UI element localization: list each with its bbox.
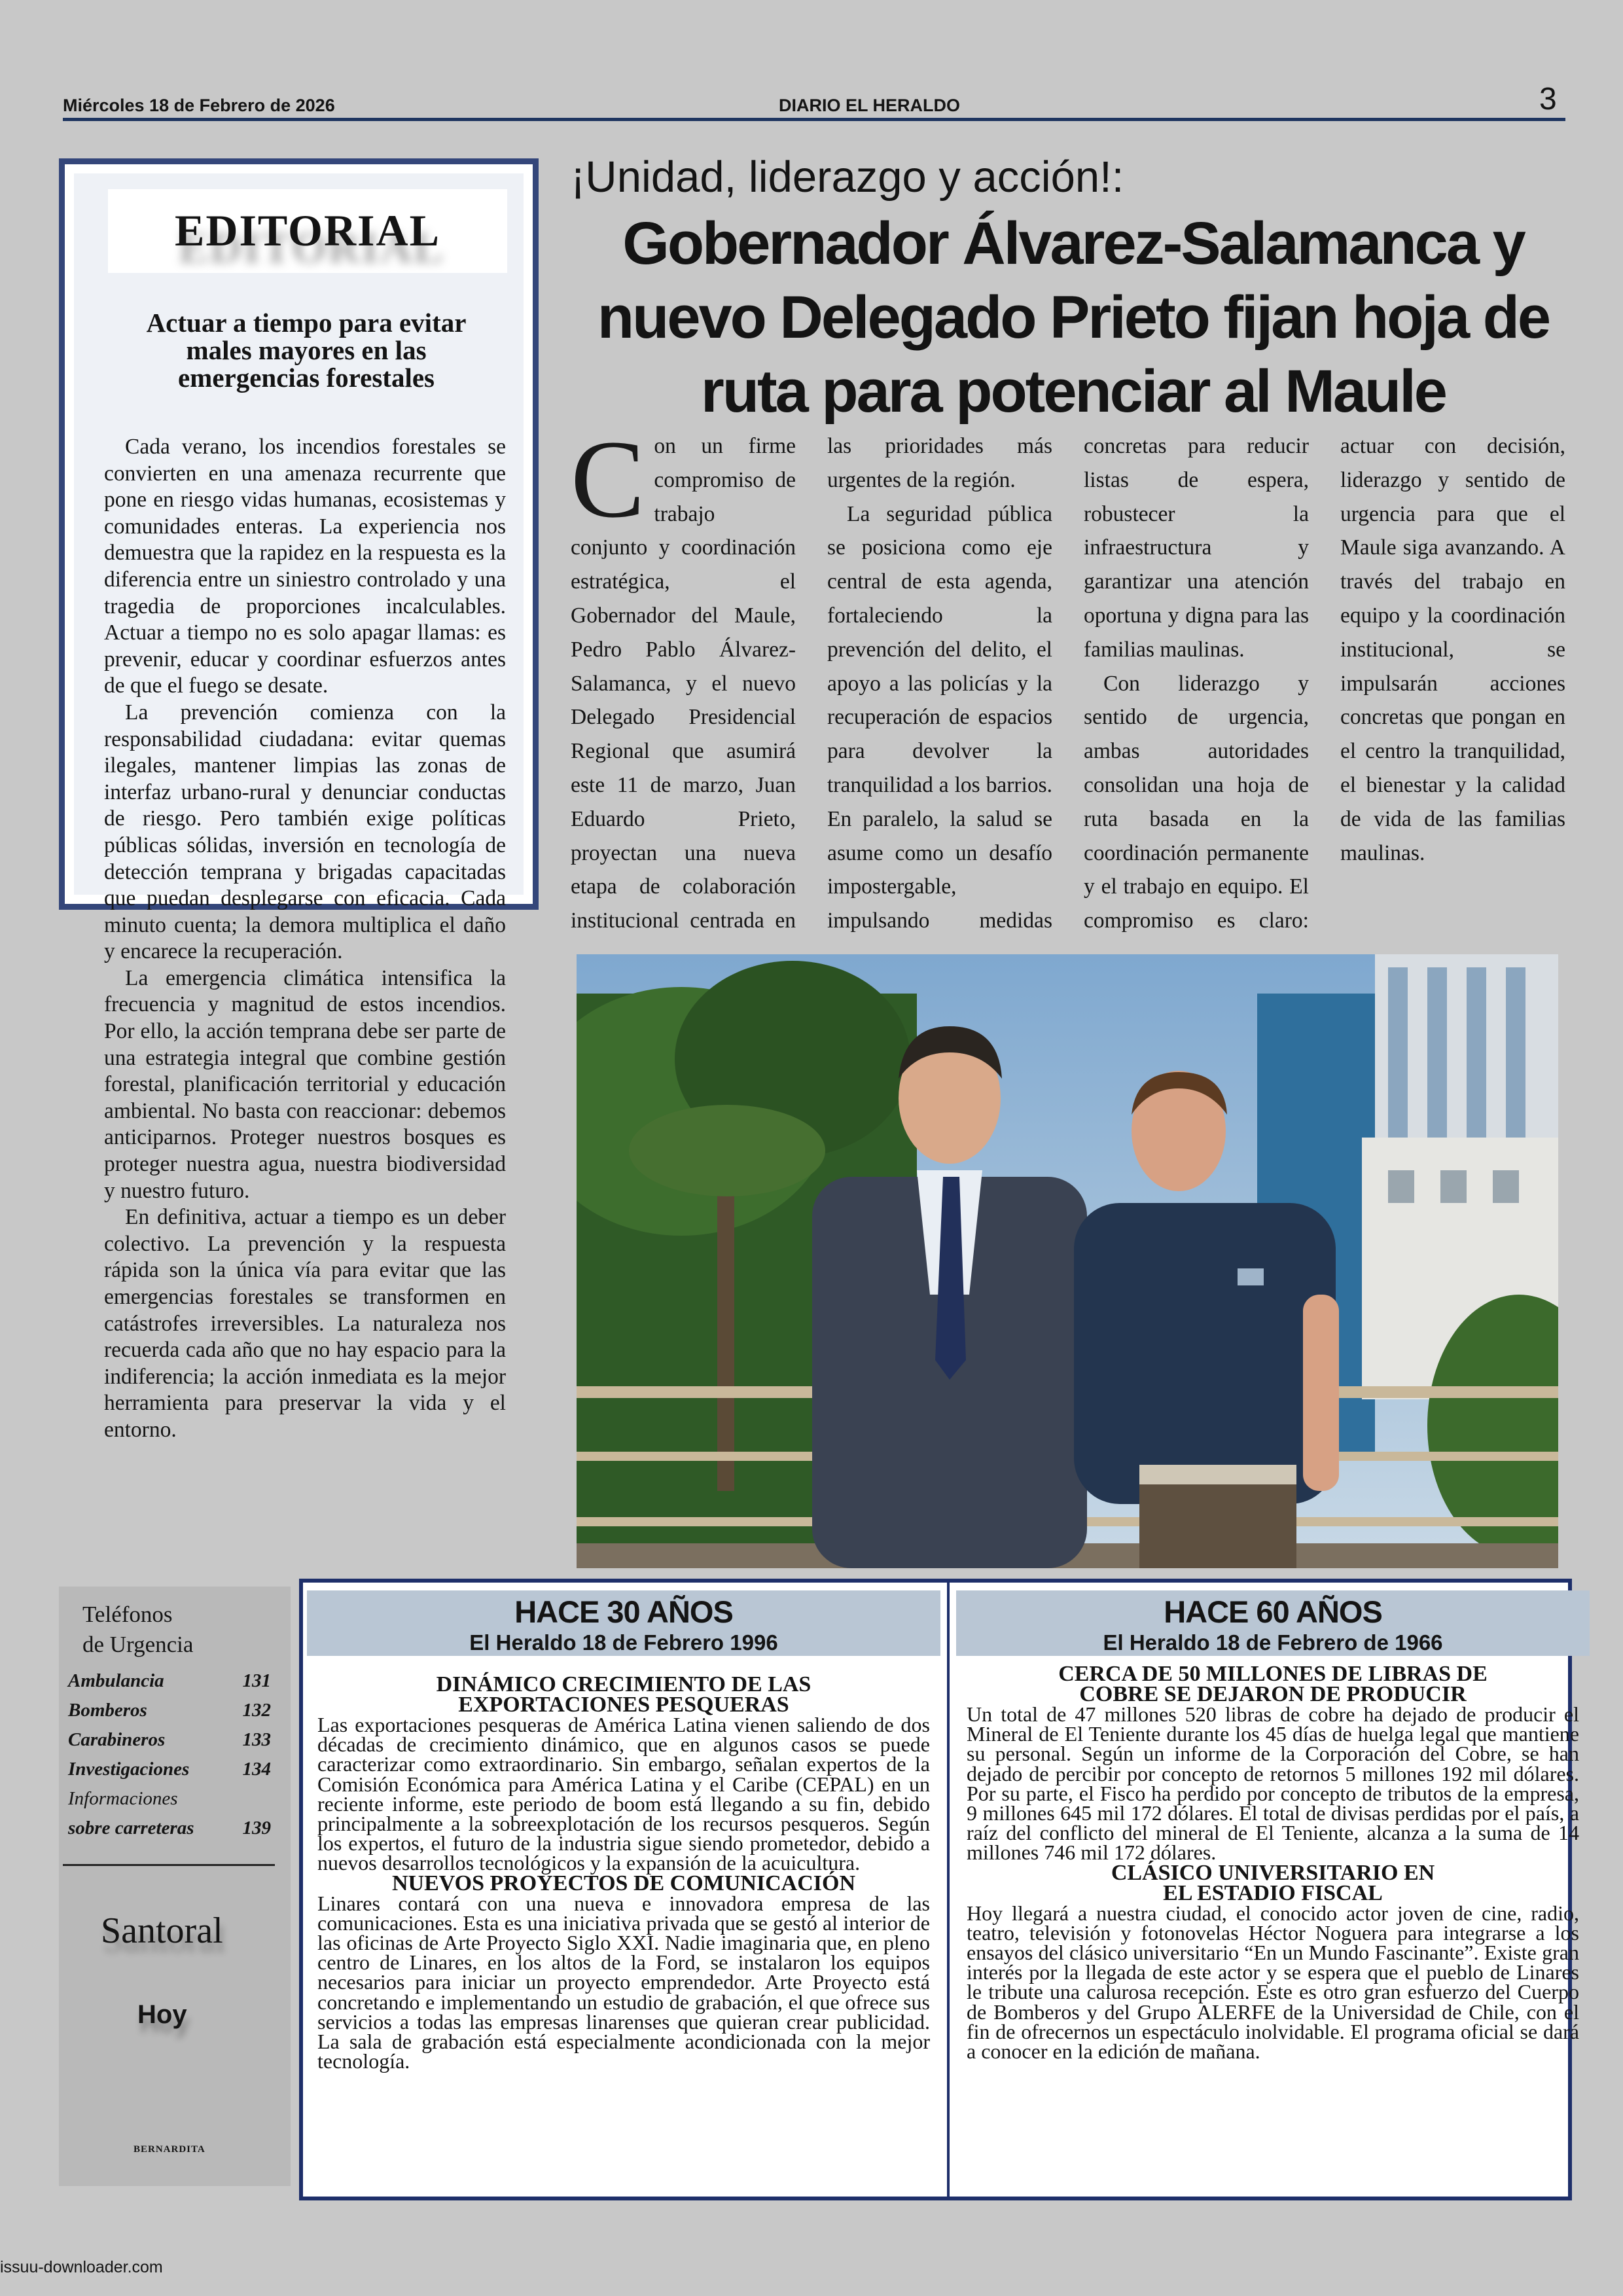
phone-label: Investigaciones [68,1759,190,1780]
article-dropcap: C [571,418,645,541]
santoral-name: BERNARDITA [134,2144,205,2155]
history-header [956,1590,1590,1656]
phone-row [68,1725,271,1755]
history-source: El Heraldo 18 de Febrero 1996 [469,1630,778,1655]
newspaper-name: DIARIO EL HERALDO [779,96,961,115]
article-lead-text: on un firme compromiso de trabajo conjunto y coordinación estratégica, el Gobernador del Maule, Pedro Pablo Álvarez-Salamanca, y el nuevo Delegado Presidencial Regional que asumirá este 11 de marzo, Juan Eduardo Prieto, proyectan una nueva etapa de colaboración institucional centrada en las prioridades más urgentes de la región. [571,434,1052,933]
footer-url: issuu-downloader.com [0,2258,163,2276]
history-heading: HACE 30 AÑOS [514,1594,733,1629]
editorial-tag: EDITORIAL [108,189,507,273]
history-source: El Heraldo 18 de Febrero de 1966 [1103,1630,1443,1655]
phone-label: sobre carreteras [68,1818,194,1839]
history-story-title: NUEVOS PROYECTOS DE COMUNICACIÓN [391,1871,856,1895]
phone-note-label: Informaciones [68,1788,178,1809]
phone-number: 132 [242,1700,271,1721]
history-story-title: DINÁMICO CRECIMIENTO DE LAS EXPORTACIONES PESQUERAS [436,1672,812,1717]
phone-number: 139 [242,1818,271,1839]
editorial-box [59,158,539,1442]
history-story-title: CERCA DE 50 MILLONES DE LIBRAS DE COBRE SE DEJARON DE PRODUCIR [1058,1662,1488,1706]
history-30-years [307,1590,940,2189]
editorial-paragraph: Cada verano, los incendios forestales se convierten en una amenaza recurrente que pone en riesgo vidas humanas, ecosistemas y comunidades enteras. La experiencia nos demuestra que la rapidez en la respuesta es la diferencia entre un siniestro controlado y una tragedia de proporciones incalculables. Actuar a tiempo no es solo apagar llamas: es prevenir, educar y coordinar esfuerzos antes de que el fuego se desate. [104,435,506,698]
history-story-text: Hoy llegará a nuestra ciudad, el conocido actor joven de cine, radio, teatro, televisión y fotonovelas Héctor Noguera para integrarse a los ensayos del clásico universitario “En un Mundo Fascinante”. Existe gran interés por la llegada de este actor y se espera que el pueblo de Linares le tribute una calurosa recepción. Este es otro gran esfuerzo del Cuerpo de Bomberos y del Grupo ALERFE de la Universidad de Chile, con el fin de ofrecernos un espectáculo inolvidable. El programa oficial se dará a conocer en la edición de mañana. [967,1901,1579,2064]
issue-date: Miércoles 18 de Febrero de 2026 [63,96,335,115]
phones-divider [63,1864,275,1866]
santoral-title: Santoral [101,1910,223,1951]
phone-row [68,1814,271,1843]
article-body [571,418,1565,940]
article-paragraph: La seguridad pública se posiciona como eje central de esta agenda, fortaleciendo la prevención del delito, el apoyo a las policías y la recuperación de espacios para devolver la tranquilidad a los barrios. En paralelo, la salud se asume como un desafío impostergable, impulsando medidas concretas para reducir listas de espera, robustecer la infraestructura y garantizar una atención oportuna y digna para las familias maulinas. [827,434,1309,933]
history-story-title: CLÁSICO UNIVERSITARIO EN EL ESTADIO FISCAL [1111,1860,1435,1905]
phone-label: Ambulancia [68,1670,164,1691]
history-box [299,1579,1579,2200]
phone-number: 133 [242,1729,271,1750]
article-headline: Gobernador Álvarez-Salamanca y nuevo Delegado Prieto fijan hoja de ruta para potenciar al Maule [597,210,1550,425]
history-story-text: Un total de 47 millones 520 libras de cobre ha dejado de producir el Mineral de El Teniente durante los 45 días de huelga legal que mantiene su personal. Según un informe de la Corporación del Cobre, se han dejado de percibir por concepto de retornos 5 millones 192 mil dólares. Por su parte, el Fisco ha perdido por concepto de tributos de la empresa, 9 millones 645 mil 172 dólares. El total de divisas perdidas por el país, a raíz del conflicto del mineral de El Teniente, alcanza a la suma de 14 millones 746 mil 172 dólares. [967,1702,1579,1865]
phone-row [68,1666,271,1696]
page-number: 3 [1539,82,1557,117]
emergency-phones-panel [59,1587,291,2186]
history-60-years [956,1590,1590,2189]
editorial-panel [74,173,524,1442]
editorial-paragraph: En definitiva, actuar a tiempo es un deber colectivo. La prevención y la respuesta rápida son la única vía para evitar que las emergencias forestales se transformen en catástrofes irreversibles. La naturaleza nos recuerda cada año que no hay espacio para la indiferencia; la acción inmediata es la mejor herramienta para preservar la vida y el entorno. [104,1205,506,1442]
phone-row [68,1696,271,1725]
editorial-title: Actuar a tiempo para evitar males mayores en las emergencias forestales [146,308,467,393]
editorial-paragraph: La prevención comienza con la responsabilidad ciudadana: evitar quemas ilegales, mantener limpias las zonas de interfaz urbano-rural y denunciar conductas de riesgo. Pero también exige políticas públicas sólidas, inversión en tecnología de detección temprana y brigadas capacitadas que puedan desplegarse con eficacia. Cada minuto cuenta; la demora multiplica el daño y encarece la recuperación. [104,700,506,964]
phones-title [82,1600,193,1660]
article-photo [577,954,1558,1568]
phone-row [68,1755,271,1784]
header-rule [63,118,1565,121]
editorial-paragraph: La emergencia climática intensifica la frecuencia y magnitud de estos incendios. Por ello, la acción temprana debe ser parte de una estrategia integral que combine gestión forestal, planificación territorial y educación ambiental. No basta con reaccionar: debemos anticiparnos. Proteger nuestros bosques es proteger nuestra agua, nuestra biodiversidad y nuestro futuro. [104,965,506,1203]
phone-note [68,1784,271,1814]
editorial-body [104,434,506,1444]
history-story-text: Las exportaciones pesqueras de América Latina vienen saliendo de dos décadas de crecimiento dinámico, que en algunos casos se puede caracterizar como extraordinario. Sin embargo, señalan expertos de la Comisión Económica para América Latina y el Caribe (CEPAL) en un reciente informe, este periodo de boom está llegando a su fin, debido principalmente a la sobreexplotación de los recursos pesqueros. Según los expertos, el futuro de la industria sigue siendo prometedor, debido a nuevos desarrollos tecnológicos y la expansión de la acuicultura. [317,1713,930,1875]
history-header [307,1590,940,1656]
santoral-today: Hoy [137,2000,187,2029]
phone-label: Bomberos [68,1700,147,1721]
phones-list [68,1666,271,1843]
phones-title-line: Teléfonos [82,1602,173,1627]
phones-title-line: de Urgencia [82,1632,194,1657]
article-kicker: ¡Unidad, liderazgo y acción!: [571,152,1124,202]
phone-number: 134 [242,1759,271,1780]
photo-two-officials [577,954,1558,1568]
history-divider [947,1583,950,2197]
history-story-text: Linares contará con una nueva e innovadora empresa de las comunicaciones. Esta es una iniciativa privada que se gestó al interior de las oficinas de Arte Proyecto Siglo XXI. Nadie imaginaria que, en pleno centro de Linares, en los altos de la Ford, se instalaron los equipos necesarios para iniciar un proyecto emprendedor. Arte Proyecto está concretando e implementando un estudio de grabación, el que ofrece sus servicios a todas las empresas linarenses que quieran crear publicidad. La sala de grabación está especialmente acondicionada con la mejor tecnología. [317,1891,930,2073]
phone-number: 131 [242,1670,271,1691]
phone-label: Carabineros [68,1729,166,1750]
history-heading: HACE 60 AÑOS [1164,1594,1382,1629]
article-paragraph: Con liderazgo y sentido de urgencia, ambas autoridades consolidan una hoja de ruta basada en la coordinación permanente y el trabajo en equipo. El compromiso es claro: actuar con decisión, liderazgo y sentido de urgencia para que el Maule siga avanzando. A través del trabajo en equipo y la coordinación institucional, se impulsarán acciones concretas que pongan en el centro la tranquilidad, el bienestar y la calidad de vida de las familias maulinas. [1084,434,1565,933]
